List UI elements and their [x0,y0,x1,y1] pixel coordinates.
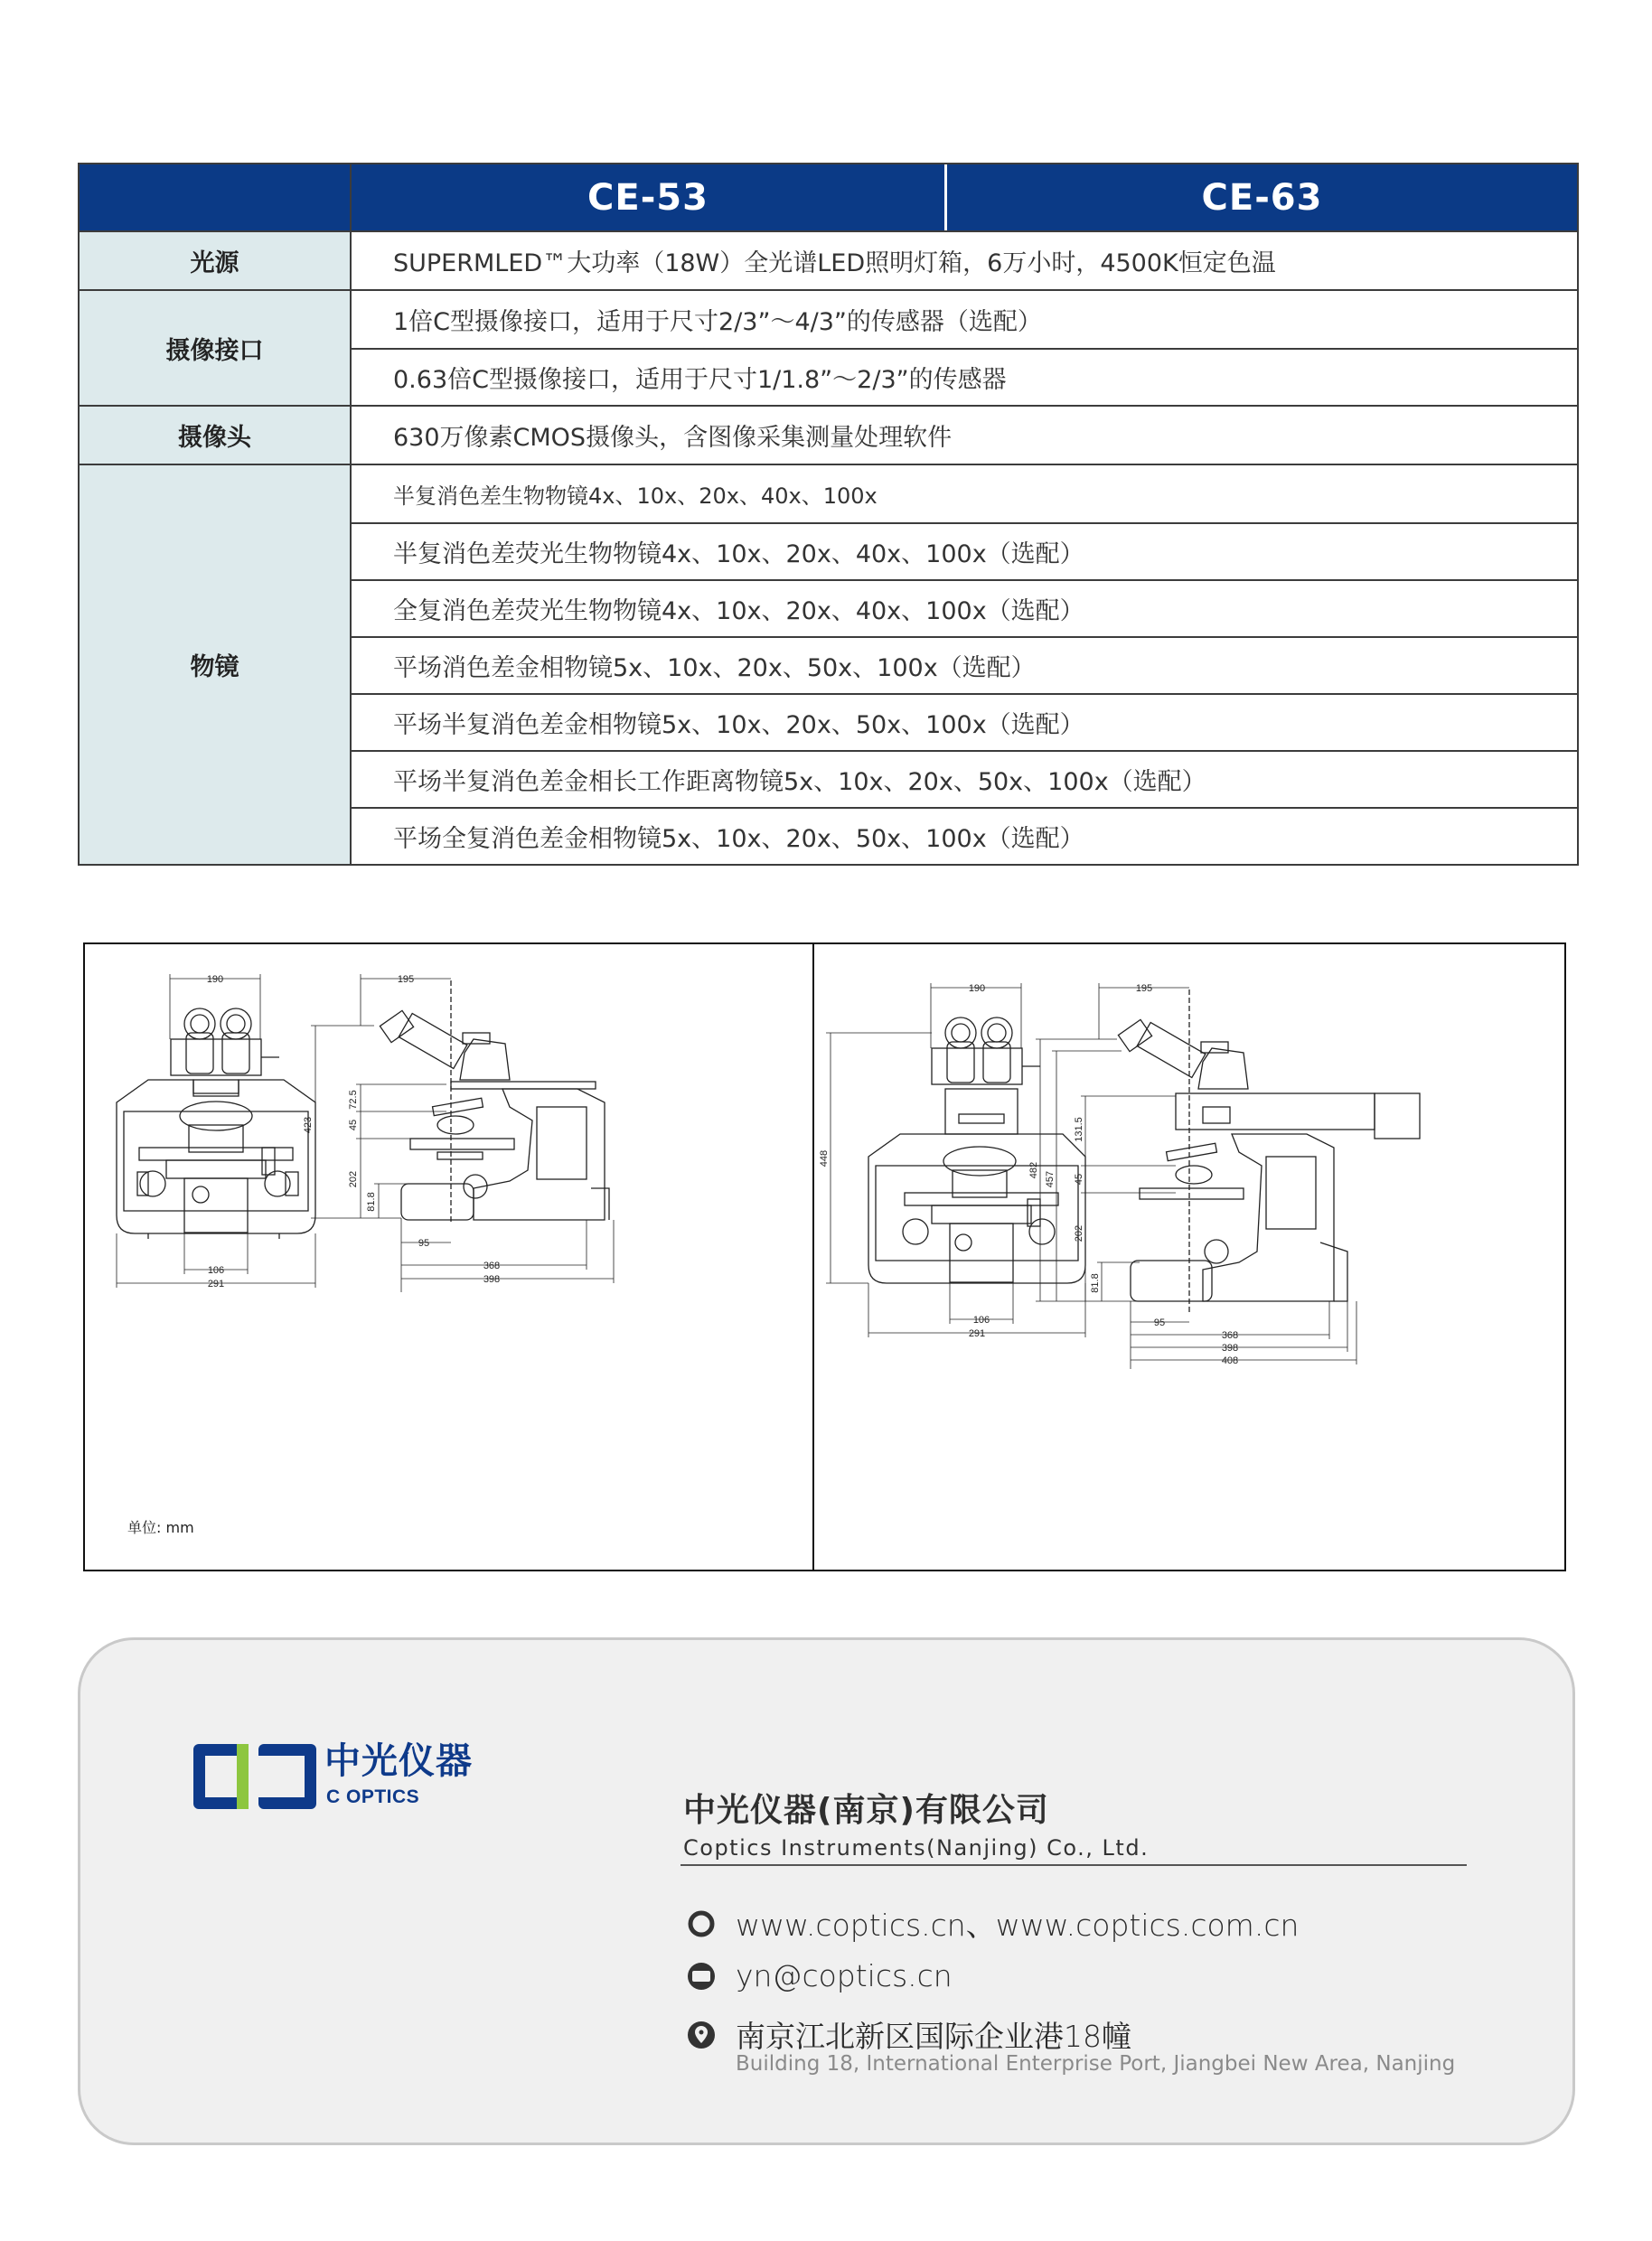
address-en: Building 18, International Enterprise Port, Jiangbei New Area, Nanjing [736,2052,1456,2076]
company-name-cn: 中光仪器(南京)有限公司 [683,1792,1049,1829]
company-name-block [683,1792,1149,1861]
spec-value: 1倍C型摄像接口，适用于尺寸2/3”～4/3”的传感器（选配） [393,308,1042,336]
logo-mark-icon [193,1744,316,1809]
table-header [80,164,1577,230]
spec-group-light-source [80,230,1577,289]
svg-text:95: 95 [1153,1317,1166,1328]
dimension-drawings [83,942,1566,1571]
model-header-ce63: CE-63 [1201,176,1323,219]
svg-text:202: 202 [348,1170,359,1188]
spec-group-camera-port [80,289,1577,405]
contact-website [687,1902,1299,1945]
spec-value: 平场半复消色差金相物镜5x、10x、20x、50x、100x（选配） [352,693,1577,750]
company-logo [191,1741,516,1812]
svg-text:81.8: 81.8 [1090,1273,1101,1293]
svg-text:368: 368 [1221,1330,1239,1341]
svg-text:482: 482 [1028,1161,1039,1179]
drawing-panel-ce53 [85,944,814,1570]
svg-text:202: 202 [1074,1224,1084,1242]
spec-label: 光源 [80,232,352,289]
svg-text:368: 368 [483,1261,501,1271]
svg-text:190: 190 [968,983,986,994]
unit-label: 单位: mm [127,1519,194,1536]
svg-text:131.5: 131.5 [1074,1117,1084,1142]
microscope-drawing-ce53 [85,944,812,1570]
logo-text-cn: 中光仪器 [324,1740,473,1782]
svg-text:408: 408 [1221,1355,1239,1366]
spec-table [78,163,1579,866]
side-view-ce63 [1118,989,1420,1315]
spec-value: 平场半复消色差金相长工作距离物镜5x、10x、20x、50x、100x（选配） [352,750,1577,807]
side-view-ce53 [380,980,609,1224]
svg-text:190: 190 [206,974,224,985]
svg-text:45: 45 [1074,1173,1084,1186]
svg-text:72.5: 72.5 [348,1090,359,1110]
address-cn: 南京江北新区国际企业港18幢 [736,2019,1131,2054]
spec-label: 摄像头 [80,407,352,464]
contact-email [687,1958,953,1993]
website-link[interactable]: www.coptics.cn、www.coptics.com.cn [736,1908,1300,1943]
email-link[interactable]: yn@coptics.cn [736,1958,953,1993]
svg-text:398: 398 [1221,1343,1239,1354]
svg-text:81.8: 81.8 [366,1192,377,1212]
svg-text:195: 195 [397,974,415,985]
svg-text:448: 448 [819,1149,830,1167]
svg-text:95: 95 [418,1238,430,1249]
spec-value: 0.63倍C型摄像接口，适用于尺寸1/1.8”～2/3”的传感器 [352,348,1577,405]
header-corner-cell [80,164,352,230]
spec-label: 物镜 [80,465,352,864]
company-name-en: Coptics Instruments(Nanjing) Co., Ltd. [683,1835,1150,1861]
spec-group-camera [80,405,1577,464]
svg-text:106: 106 [207,1265,225,1276]
spec-value: 平场全复消色差金相物镜5x、10x、20x、50x、100x（选配） [352,807,1577,864]
svg-text:398: 398 [483,1274,501,1285]
svg-text:45: 45 [348,1119,359,1131]
spec-value: 630万像素CMOS摄像头，含图像采集测量处理软件 [393,424,953,452]
logo-text-en: C OPTICS [326,1786,420,1807]
spec-group-objectives [80,464,1577,864]
spec-value: 平场消色差金相物镜5x、10x、20x、50x、100x（选配） [352,636,1577,693]
model-header-ce53: CE-53 [352,164,947,230]
front-view-ce63 [868,1017,1085,1283]
spec-value: 半复消色差荧光生物物镜4x、10x、20x、40x、100x（选配） [352,522,1577,579]
company-footer-card [78,1637,1575,2145]
contact-address [687,2013,1131,2056]
svg-text:195: 195 [1135,983,1153,994]
drawing-panel-ce63 [814,944,1564,1570]
svg-text:106: 106 [972,1315,990,1326]
svg-text:291: 291 [968,1328,986,1339]
svg-text:291: 291 [207,1279,225,1289]
spec-value: 半复消色差生物物镜4x、10x、20x、40x、100x [393,483,878,509]
front-view-ce53 [117,1008,315,1239]
svg-text:457: 457 [1045,1170,1056,1188]
globe-icon [687,1909,716,1938]
email-icon [687,1962,716,1991]
spec-value: 全复消色差荧光生物物镜4x、10x、20x、40x、100x（选配） [352,579,1577,636]
divider [681,1864,1467,1866]
microscope-drawing-ce63 [814,944,1564,1570]
svg-text:423: 423 [303,1116,314,1134]
spec-value: SUPERMLED™大功率（18W）全光谱LED照明灯箱，6万小时，4500K恒定色温 [393,249,1276,277]
spec-label: 摄像接口 [80,291,352,405]
location-pin-icon [687,2021,716,2049]
